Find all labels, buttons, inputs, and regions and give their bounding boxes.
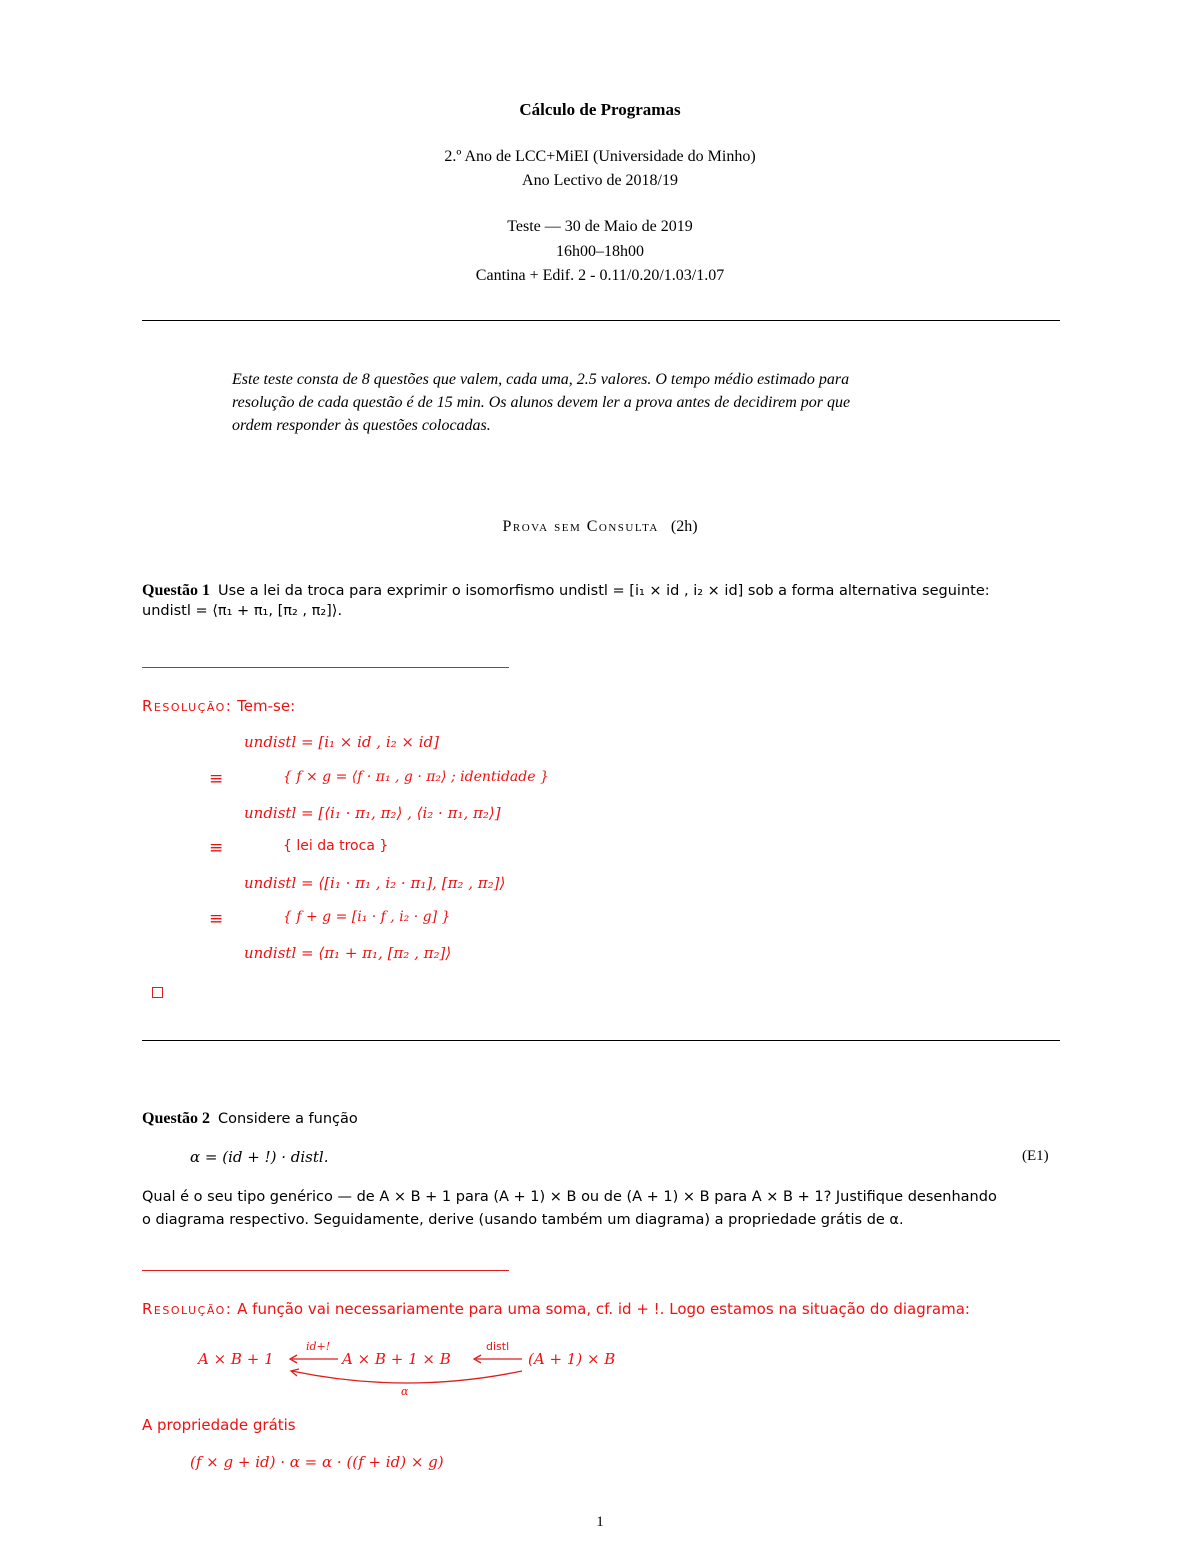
free-property-equation: (f × g + id) · α = α · ((f + id) × g)	[190, 1453, 444, 1471]
equiv-sign-3: ≡	[209, 909, 224, 929]
intro-line-3: ordem responder às questões colocadas.	[232, 417, 491, 434]
calc-step-2: undistl = [⟨i₁ · π₁, π₂⟩ , ⟨i₂ · π₁, π₂⟩]	[244, 804, 501, 822]
question-2-intro: Considere a função	[218, 1111, 358, 1127]
arrow-alpha	[292, 1371, 522, 1383]
question-divider	[142, 1040, 1060, 1041]
question-2-equation: α = (id + !) · distl.	[190, 1148, 329, 1166]
q1-resolution-intro: Tem-se:	[237, 697, 296, 715]
answer-divider-1	[142, 667, 509, 668]
diagram-arrow-label-id-plus-bang: id+!	[306, 1340, 331, 1353]
q1-resolution-heading	[142, 697, 295, 715]
calc-step-3: undistl = ⟨[i₁ · π₁ , i₂ · π₁], [π₂ , π₂]⟩	[244, 874, 506, 892]
calc-justification-2: { lei da troca }	[283, 838, 389, 854]
question-1-line-2: undistl = ⟨π₁ + π₁, [π₂ , π₂]⟩.	[142, 603, 343, 619]
course-line: 2.º Ano de LCC+MiEI (Universidade do Minho)	[444, 148, 756, 165]
question-2-line-1: Qual é o seu tipo genérico — de A × B + 1 para (A + 1) × B ou de (A + 1) × B para A × B + 1? Justifique desenhando	[142, 1189, 997, 1205]
diagram-node-right: (A + 1) × B	[528, 1350, 616, 1368]
diagram-arrow-label-distl: distl	[486, 1340, 510, 1353]
test-date-line: Teste — 30 de Maio de 2019	[507, 218, 693, 235]
calc-justification-1: { f × g = ⟨f · π₁ , g · π₂⟩ ; identidade }	[283, 769, 549, 785]
question-2-label: Questão 2	[142, 1110, 210, 1127]
header-divider	[142, 320, 1060, 321]
qed-square-icon	[152, 987, 163, 998]
test-time-line: 16h00–18h00	[556, 243, 644, 260]
diagram-node-middle: A × B + 1 × B	[342, 1350, 451, 1368]
equiv-sign-1: ≡	[209, 769, 224, 789]
q2-resolution-heading	[142, 1300, 970, 1318]
equation-number: (E1)	[1022, 1148, 1049, 1164]
question-2-text	[142, 1186, 1067, 1232]
answer-divider-2	[142, 1270, 509, 1271]
intro-line-1: Este teste consta de 8 questões que valem, cada uma, 2.5 valores. O tempo médio estimado para	[232, 371, 850, 388]
page-number: 1	[596, 1514, 604, 1530]
q1-resolution-label: Resolução:	[142, 697, 233, 715]
question-2-line-2: o diagrama respectivo. Seguidamente, derive (usando também um diagrama) a propriedade grátis de α.	[142, 1212, 904, 1228]
document-title: Cálculo de Programas	[519, 100, 681, 119]
question-2-heading	[142, 1110, 358, 1128]
intro-paragraph	[232, 368, 1022, 437]
intro-line-2: resolução de cada questão é de 15 min. Os alunos devem ler a prova antes de decidirem por que	[232, 394, 851, 411]
equiv-sign-2: ≡	[209, 838, 224, 858]
q2-resolution-text: A função vai necessariamente para uma soma, cf. id + !. Logo estamos na situação do diagrama:	[237, 1300, 970, 1318]
question-1-label: Questão 1	[142, 582, 210, 599]
section-heading	[0, 518, 1200, 536]
year-line: Ano Lectivo de 2018/19	[522, 172, 678, 189]
section-time: (2h)	[670, 518, 698, 535]
diagram-node-left: A × B + 1	[198, 1350, 274, 1368]
q2-resolution-label: Resolução:	[142, 1300, 233, 1318]
test-location-line: Cantina + Edif. 2 - 0.11/0.20/1.03/1.07	[475, 267, 725, 284]
calc-step-1: undistl = [i₁ × id , i₂ × id]	[244, 733, 439, 751]
question-1-line-1	[142, 582, 1062, 600]
free-property-label: A propriedade grátis	[142, 1416, 296, 1434]
diagram-arrow-label-alpha: α	[401, 1385, 409, 1398]
question-1	[142, 582, 1062, 619]
calc-step-4: undistl = ⟨π₁ + π₁, [π₂ , π₂]⟩	[244, 944, 452, 962]
diagram-arrows	[280, 1345, 540, 1390]
section-label: Prova sem Consulta	[502, 518, 659, 535]
calc-justification-3: { f + g = [i₁ · f , i₂ · g] }	[283, 909, 451, 925]
question-1-text: Use a lei da troca para exprimir o isomorfismo undistl = [i₁ × id , i₂ × id] sob a forma alternativa seguinte:	[218, 583, 990, 599]
